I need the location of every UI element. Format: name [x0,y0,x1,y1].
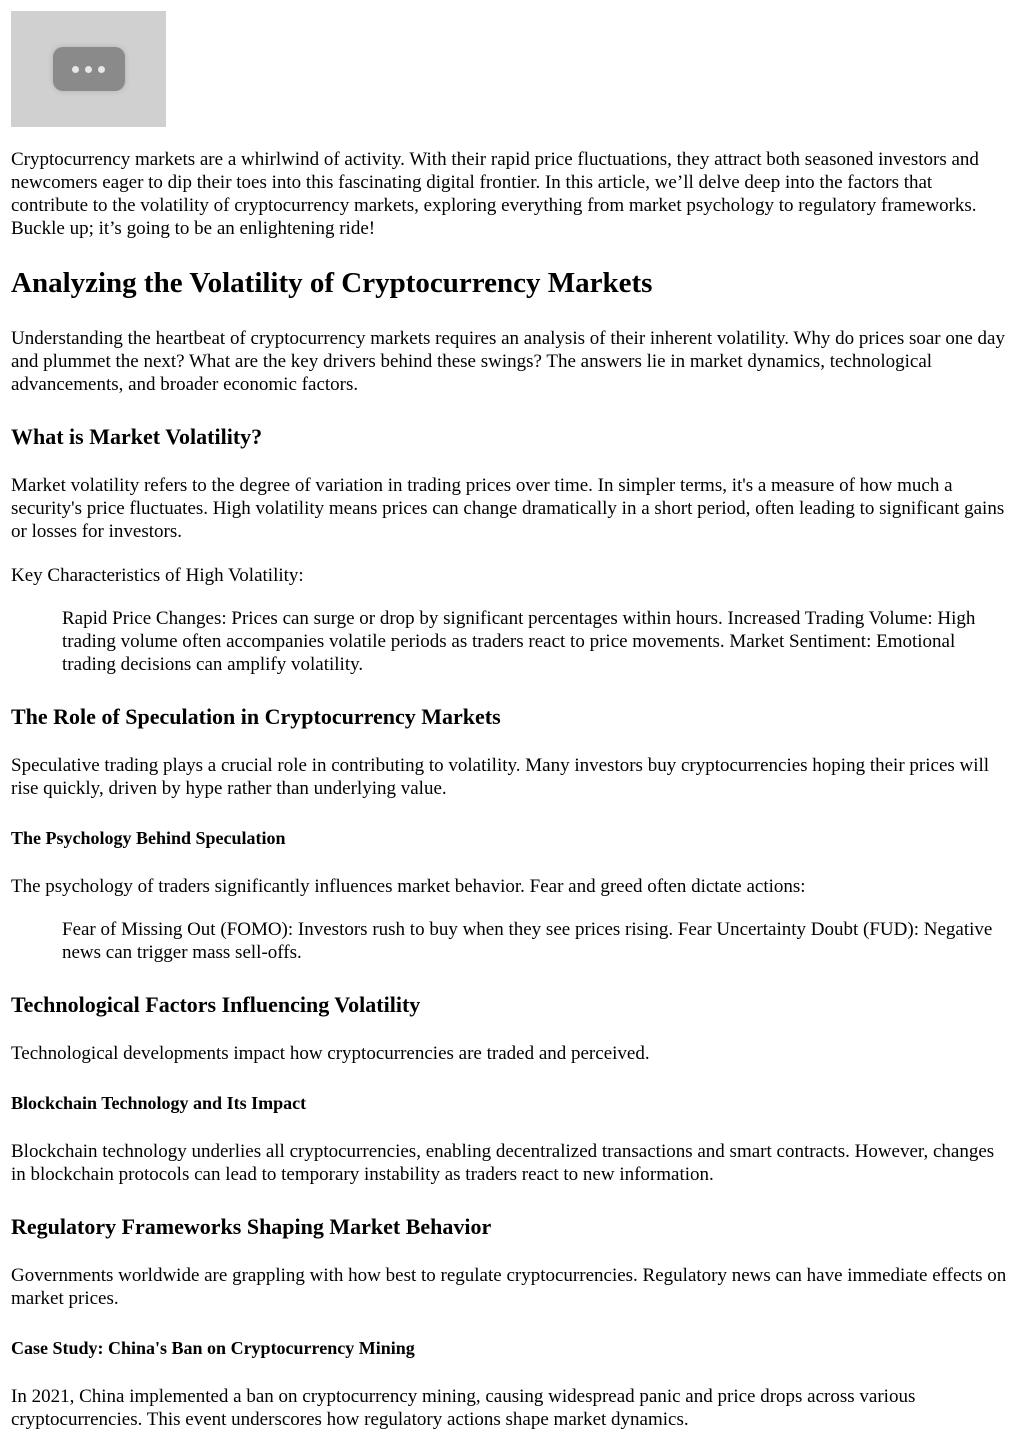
list-intro: Key Characteristics of High Volatility: [11,565,304,586]
video-thumbnail[interactable] [11,11,166,127]
section-heading-technology: Technological Factors Influencing Volatility [11,992,421,1017]
article-title: Analyzing the Volatility of Cryptocurrency Markets [11,267,653,299]
subheading-psychology: The Psychology Behind Speculation [11,828,286,848]
technology-paragraph: Technological developments impact how cryptocurrencies are traded and perceived. [11,1043,650,1064]
fomo-fud-list: Fear of Missing Out (FOMO): Investors rush to buy when they see prices rising. Fear Uncertainty Doubt (FUD): Negative news can trigger mass sell-offs. [62,919,993,963]
china-case-study-paragraph: In 2021, China implemented a ban on cryptocurrency mining, causing widespread panic and price drops across various cryptocurrencies. This event underscores how regulatory actions shape market dynamics. [11,1386,916,1430]
dot-icon [72,66,79,73]
intro-paragraph: Cryptocurrency markets are a whirlwind of activity. With their rapid price fluctuations, they attract both seasoned investors and newcomers eager to dip their toes into this fascinating digital frontier. In this article, we’ll delve deep into the factors that contribute to the volatility of cryptocurrency markets, exploring everything from market psychology to regulatory frameworks. Buckle up; it’s going to be an enlightening ride! [11,149,979,239]
title-paragraph: Understanding the heartbeat of cryptocurrency markets requires an analysis of their inherent volatility. Why do prices soar one day and plummet the next? What are the key drivers behind these swings? The answers lie in market dynamics, technological advancements, and broader economic factors. [11,328,1005,395]
regulation-paragraph: Governments worldwide are grappling with how best to regulate cryptocurrencies. Regulatory news can have immediate effects on market prices. [11,1265,1007,1309]
blockchain-paragraph: Blockchain technology underlies all cryptocurrencies, enabling decentralized transactions and smart contracts. However, changes in blockchain protocols can lead to temporary instability as traders react to new information. [11,1141,995,1185]
market-volatility-paragraph: Market volatility refers to the degree of variation in trading prices over time. In simpler terms, it's a measure of how much a security's price fluctuates. High volatility means prices can change dramatically in a short period, often leading to significant gains or losses for investors. [11,475,1005,542]
subheading-blockchain: Blockchain Technology and Its Impact [11,1093,307,1113]
section-heading-speculation: The Role of Speculation in Cryptocurrency Markets [11,704,501,729]
speculation-paragraph: Speculative trading plays a crucial role in contributing to volatility. Many investors buy cryptocurrencies hoping their prices will rise quickly, driven by hype rather than underlying value. [11,755,990,799]
section-heading-regulation: Regulatory Frameworks Shaping Market Behavior [11,1214,492,1239]
section-heading-market-volatility: What is Market Volatility? [11,424,263,449]
subheading-china-case-study: Case Study: China's Ban on Cryptocurrency Mining [11,1338,415,1358]
psychology-paragraph: The psychology of traders significantly influences market behavior. Fear and greed often dictate actions: [11,876,806,897]
dot-icon [98,66,105,73]
more-options-icon[interactable] [53,47,125,91]
characteristics-list: Rapid Price Changes: Prices can surge or drop by significant percentages within hours. Increased Trading Volume: High trading volume often accompanies volatile periods as traders react to price movements. Market Sentiment: Emotional trading decisions can amplify volatility. [62,608,976,675]
dot-icon [85,66,92,73]
